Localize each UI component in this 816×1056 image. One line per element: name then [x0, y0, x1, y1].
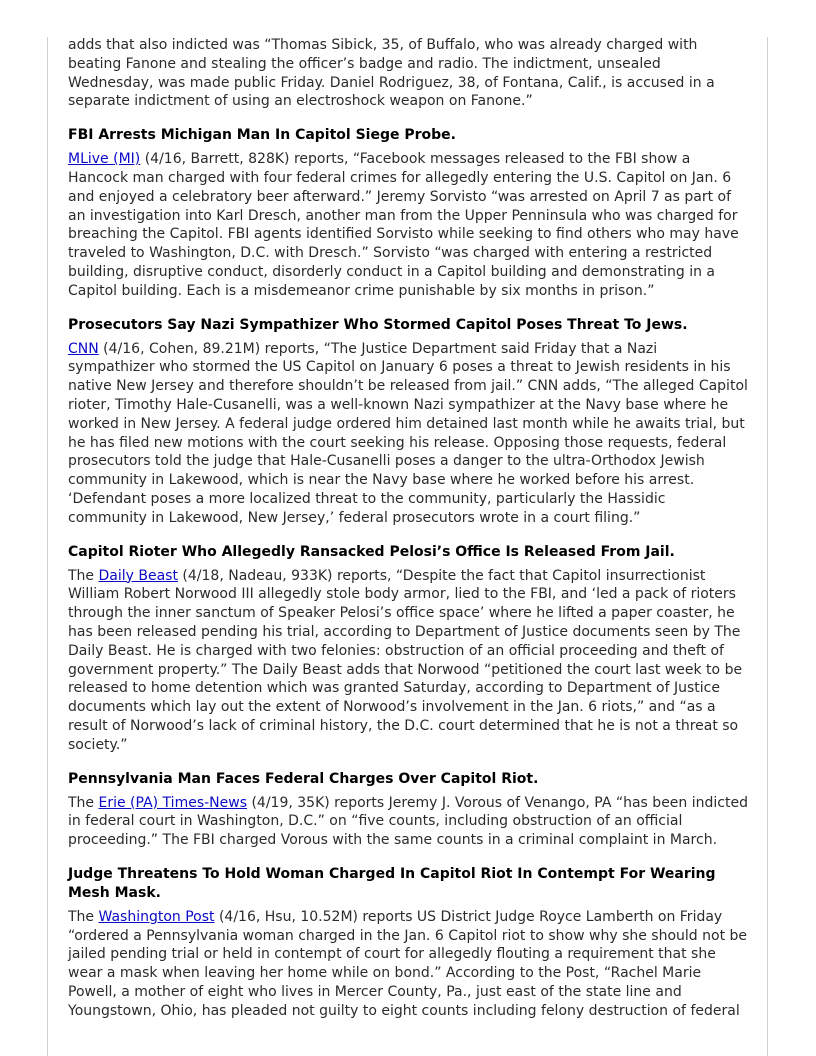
body-prefix: The — [68, 567, 99, 584]
body-prefix: The — [68, 794, 99, 811]
news-content — [68, 36, 748, 1036]
body-text: (4/16, Cohen, 89.21M) reports, “The Justice Department said Friday that a Nazi sympathizer who stormed the US Capitol on January 6 poses a threat to Jewish residents in his native New Jersey and therefore shouldn’t be released from jail.” CNN adds, “The alleged Capitol rioter, Timothy Hale-Cusanelli, was a well-known Nazi sympathizer at the Navy base where he worked in New Jersey. A federal judge ordered him detained last month while he awaits trial, but he has filed new motions with the court seeking his release. Opposing those requests, federal prosecutors told the judge that Hale-Cusanelli poses a danger to the ultra-Orthodox Jewish community in Lakewood, which is near the Navy base where he worked before his arrest. ‘Defendant poses a more localized threat to the community, particularly the Hassidic community in Lakewood, New Jersey,’ federal prosecutors wrote in a court filing.” — [68, 340, 748, 526]
body-prefix: The — [68, 908, 99, 925]
article-michigan — [68, 126, 748, 300]
lead-paragraph: adds that also indicted was “Thomas Sibick, 35, of Buffalo, who was already charged with beating Fanone and stealing the officer’s badge and radio. The indictment, unsealed Wednesday, was made public Friday. Daniel Rodriguez, 38, of Fontana, Calif., is accused in a separate indictment of using an electroshock weapon on Fanone.” — [68, 37, 715, 110]
article-body — [68, 150, 748, 300]
article-nazi-sympathizer — [68, 316, 748, 528]
source-link[interactable]: CNN — [68, 340, 99, 357]
article-mesh-mask — [68, 865, 748, 1021]
headline: FBI Arrests Michigan Man In Capitol Siege Probe. — [68, 127, 456, 144]
article-body — [68, 340, 748, 528]
article-pelosi-office — [68, 543, 748, 755]
article-body — [68, 908, 748, 1021]
article-body — [68, 794, 748, 850]
body-text: (4/16, Hsu, 10.52M) reports US District Judge Royce Lamberth on Friday “ordered a Pennsylvania woman charged in the Jan. 6 Capitol riot to show why she should not be jailed pending trial or held in contempt of court for allegedly flouting a requirement that she wear a mask when leaving her home while on bond.” According to the Post, “Rachel Marie Powell, a mother of eight who lives in Mercer County, Pa., just east of the state line and Youngstown, Ohio, has pleaded not guilty to eight counts including felony destruction of federal — [68, 908, 748, 1019]
article-body — [68, 567, 748, 755]
body-text: (4/18, Nadeau, 933K) reports, “Despite the fact that Capitol insurrectionist William Robert Norwood III allegedly stole body armor, lied to the FBI, and ‘led a pack of rioters through the inner sanctum of Speaker Pelosi’s office space’ where he lifted a paper coaster, he has been released pending his trial, according to Department of Justice documents seen by The Daily Beast. He is charged with two felonies: obstruction of an official proceeding and theft of government property.” The Daily Beast adds that Norwood “petitioned the court last week to be released to home detention which was granted Saturday, according to Department of Justice documents which lay out the extent of Norwood’s involvement in the Jan. 6 riots,” and “as a result of Norwood’s lack of criminal history, the D.C. court determined that he is not a threat so society.” — [68, 567, 743, 753]
source-link[interactable]: MLive (MI) — [68, 151, 141, 168]
body-text: (4/19, 35K) reports Jeremy J. Vorous of Venango, PA “has been indicted in federal court in Washington, D.C.” on “five counts, including obstruction of an official proceeding.” The FBI charged Vorous with the same counts in a criminal complaint in March. — [68, 794, 748, 849]
article-pennsylvania-man — [68, 770, 748, 850]
headline: Pennsylvania Man Faces Federal Charges Over Capitol Riot. — [68, 770, 539, 787]
headline: Prosecutors Say Nazi Sympathizer Who Stormed Capitol Poses Threat To Jews. — [68, 316, 688, 333]
headline: Capitol Rioter Who Allegedly Ransacked Pelosi’s Office Is Released From Jail. — [68, 543, 675, 560]
headline: Judge Threatens To Hold Woman Charged In Capitol Riot In Contempt For Wearing Mesh Mask. — [68, 865, 716, 901]
body-text: (4/16, Barrett, 828K) reports, “Facebook messages released to the FBI show a Hancock man charged with four federal crimes for allegedly entering the U.S. Capitol on Jan. 6 and enjoyed a celebratory beer afterward.” Jeremy Sorvisto “was arrested on April 7 as part of an investigation into Karl Dresch, another man from the Upper Penninsula who was charged for breaching the Capitol. FBI agents identified Sorvisto while seeking to find others who may have traveled to Washington, D.C. with Dresch.” Sorvisto “was charged with entering a restricted building, disruptive conduct, disorderly conduct in a Capitol building and demonstrating in a Capitol building. Each is a misdemeanor crime punishable by six months in prison.” — [68, 151, 739, 299]
source-link[interactable]: Daily Beast — [98, 567, 178, 584]
source-link[interactable]: Erie (PA) Times-News — [98, 794, 247, 811]
source-link[interactable]: Washington Post — [98, 908, 215, 925]
